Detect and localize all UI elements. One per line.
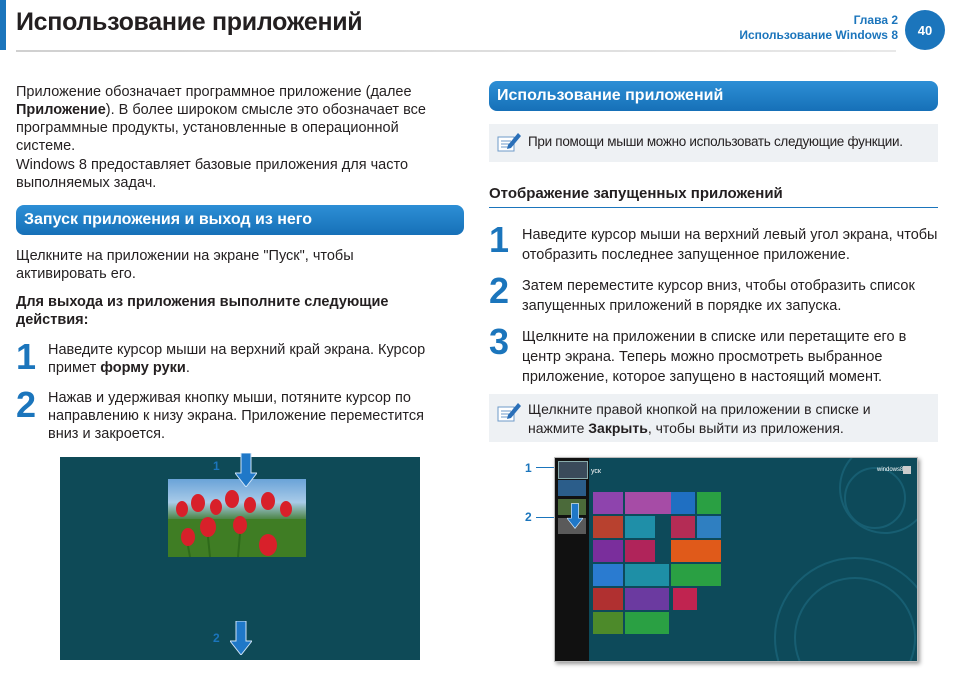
note-2-text: Щелкните правой кнопкой на приложении в списке и нажмите Закрыть, чтобы выйти из приложения. bbox=[528, 401, 871, 436]
left-step-1-text: Наведите курсор мыши на верхний край экрана. Курсор примет форму руки. bbox=[48, 342, 426, 376]
chapter-label: Глава 2 bbox=[853, 13, 898, 27]
tile-photos[interactable] bbox=[625, 516, 655, 538]
close-app-screenshot bbox=[60, 457, 420, 660]
tile-video[interactable] bbox=[625, 540, 655, 562]
tile-people[interactable] bbox=[593, 516, 623, 538]
left-step-2-text: Нажав и удерживая кнопку мыши, потяните курсор по направлению к низу экрана. Приложение переместится вниз и закроется. bbox=[48, 390, 424, 442]
right-step-2-text: Затем переместите курсор вниз, чтобы отобразить список запущенных приложений в порядке их запуска. bbox=[522, 278, 915, 314]
figure-label-2: 2 bbox=[213, 631, 220, 645]
note-box-1 bbox=[489, 124, 938, 162]
tile-finance[interactable] bbox=[671, 564, 721, 586]
tile-news[interactable] bbox=[593, 588, 623, 610]
tile-games[interactable] bbox=[671, 516, 695, 538]
tile-skydrive[interactable] bbox=[697, 516, 721, 538]
note-pencil-icon bbox=[496, 131, 522, 160]
launch-text: Щелкните на приложении на экране "Пуск", чтобы активировать его. bbox=[16, 248, 354, 282]
tile-xbox[interactable] bbox=[625, 612, 669, 634]
right-step-3-text: Щелкните на приложении в списке или перетащите его в центр экрана. Теперь можно просмотреть выбранное приложение, которое запущено в настоящий момент. bbox=[522, 329, 907, 385]
tile-store[interactable] bbox=[697, 492, 721, 514]
figure-label-1: 1 bbox=[213, 459, 220, 473]
tile-camera[interactable] bbox=[673, 588, 697, 610]
running-apps-heading: Отображение запущенных приложений bbox=[489, 185, 783, 202]
avatar bbox=[903, 466, 911, 474]
step-number: 2 bbox=[489, 270, 510, 311]
figure-label-1: 1 bbox=[525, 461, 532, 475]
right-step-1-text: Наведите курсор мыши на верхний левый угол экрана, чтобы отобразить последнее запущенное приложение. bbox=[522, 227, 938, 263]
tile-maps[interactable] bbox=[625, 564, 669, 586]
intro-paragraph-1: Приложение обозначает программное приложение (далее Приложение). В более широком смысле это обозначает все программные продукты, установленные в операционной системе. bbox=[16, 84, 426, 154]
tile-desktop[interactable] bbox=[593, 612, 623, 634]
section-title-using-apps: Использование приложений bbox=[489, 81, 938, 111]
header-divider bbox=[16, 50, 896, 52]
note-box-2 bbox=[489, 394, 938, 442]
tile-mail[interactable] bbox=[593, 492, 623, 514]
step-number: 1 bbox=[489, 219, 510, 260]
tile-sports[interactable] bbox=[625, 588, 669, 610]
step-number: 3 bbox=[489, 321, 510, 362]
figure-label-2: 2 bbox=[525, 510, 532, 524]
heading-underline bbox=[489, 207, 938, 208]
page-number: 40 bbox=[905, 10, 945, 50]
app-thumbnail[interactable] bbox=[558, 461, 588, 479]
tile-music[interactable] bbox=[671, 540, 721, 562]
down-arrow-icon bbox=[235, 453, 257, 492]
app-thumbnail[interactable] bbox=[558, 480, 586, 496]
note-pencil-icon bbox=[496, 401, 522, 430]
step-number: 2 bbox=[16, 384, 37, 425]
page-title: Использование приложений bbox=[16, 8, 363, 36]
header-accent-bar bbox=[0, 0, 6, 50]
note-1-text: При помощи мыши можно использовать следующие функции. bbox=[528, 134, 903, 149]
start-screen-screenshot bbox=[554, 457, 918, 662]
tile-messaging[interactable] bbox=[593, 540, 623, 562]
intro-paragraph-2: Windows 8 предоставляет базовые приложения для часто выполняемых задач. bbox=[16, 157, 409, 191]
down-arrow-icon bbox=[230, 621, 252, 660]
down-arrow-icon bbox=[567, 502, 583, 535]
tile-ie[interactable] bbox=[671, 492, 695, 514]
section-title-launch: Запуск приложения и выход из него bbox=[16, 205, 464, 235]
step-number: 1 bbox=[16, 336, 37, 377]
running-apps-bar bbox=[555, 458, 589, 661]
start-label: уск bbox=[591, 468, 601, 475]
chapter-subtitle: Использование Windows 8 bbox=[739, 28, 898, 42]
tile-weather[interactable] bbox=[593, 564, 623, 586]
exit-heading: Для выхода из приложения выполните следующие действия: bbox=[16, 294, 389, 328]
user-label: windows8 bbox=[877, 467, 904, 473]
